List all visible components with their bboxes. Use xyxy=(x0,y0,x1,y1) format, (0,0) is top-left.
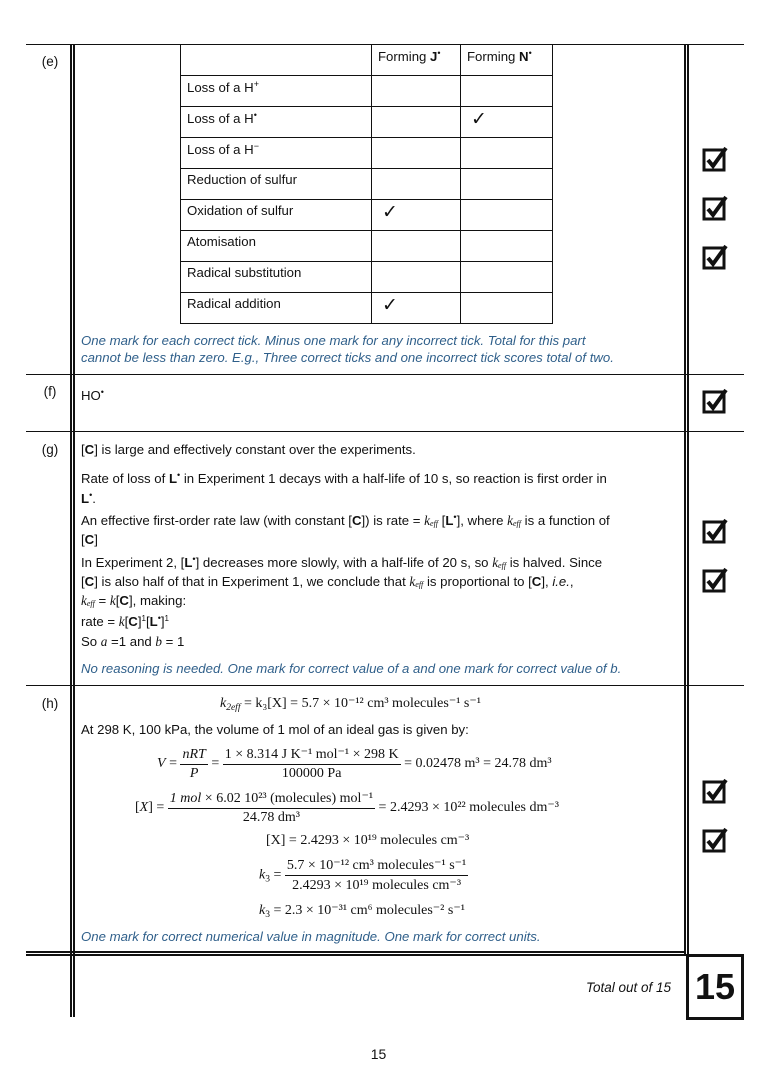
table-row: Radical substitution xyxy=(181,262,553,293)
checked-box-icon xyxy=(702,518,728,544)
tick-cell xyxy=(372,262,461,293)
total-score-box: 15 xyxy=(686,954,744,1020)
tick-cell xyxy=(461,231,553,262)
table-row: Loss of a H− xyxy=(181,138,553,169)
ideal-gas-intro: At 298 K, 100 kPa, the volume of 1 mol of an ideal gas is given by: xyxy=(81,722,469,737)
tick-mark: ✓ xyxy=(382,294,398,316)
answer-g-line3: An effective first-order rate law (with constant [C]) is rate = keff [L•], where keff is a function of [C] xyxy=(81,512,610,547)
table-row: Loss of a H+ xyxy=(181,76,553,107)
answer-g-line2: Rate of loss of L• in Experiment 1 decays with a half-life of 10 s, so reaction is first order in L•. xyxy=(81,470,607,506)
part-label-f: (f) xyxy=(43,384,57,399)
rate-law: rate = $k[C]^1[L^•]^1$ xyxy=(81,613,169,629)
tick-cell xyxy=(372,76,461,107)
table-header-row xyxy=(181,45,553,76)
equation-x-cm3: [X] = 2.4293 × 10¹⁹ molecules cm⁻³ xyxy=(266,833,470,848)
equation-x-dm3: [X] = $\frac{\text{1 mol × 6.02 10²³ (molecules) mol⁻¹}}{\text{24.78 dm³}}$ = 2.4293 × 10²² molecules dm⁻³ xyxy=(135,791,559,825)
rule-g-h xyxy=(26,685,744,686)
tick-cell xyxy=(372,169,461,200)
checked-box-icon xyxy=(702,567,728,593)
equation-k3-result: $k_3 = 2.3 \times 10^{-31}$ cm⁶ molecules⁻² s⁻¹ xyxy=(259,903,465,920)
tick-cell xyxy=(461,76,553,107)
tick-cell xyxy=(461,107,553,138)
inner-rule-right xyxy=(76,952,684,953)
part-label-g: (g) xyxy=(41,442,59,457)
tick-mark: ✓ xyxy=(471,108,487,130)
rule-e-f xyxy=(26,374,744,375)
left-column-rule xyxy=(70,44,75,1017)
answer-g-line1: [C] is large and effectively constant over the experiments. xyxy=(81,442,416,457)
part-label-h: (h) xyxy=(41,696,59,711)
tick-mark: ✓ xyxy=(382,201,398,223)
equation-k3-fraction: $k_3$ = $\frac{\text{5.7 × 10⁻¹² cm³ molecules⁻¹ s⁻¹}}{\text{2.4293 × 10¹⁹ molecules cm⁻³}}$ xyxy=(259,858,467,893)
right-column-rule xyxy=(684,44,689,956)
marking-note-h: One mark for correct numerical value in magnitude. One mark for correct units. xyxy=(81,929,541,944)
total-label: Total out of 15 xyxy=(586,980,672,995)
header-blank xyxy=(181,45,372,76)
header-forming-n: Forming N• xyxy=(461,45,553,76)
checked-box-icon xyxy=(702,146,728,172)
table-row: Oxidation of sulfur ✓ xyxy=(181,200,553,231)
marking-note-g: No reasoning is needed. One mark for correct value of a and one mark for correct value of b. xyxy=(81,661,622,676)
tick-cell xyxy=(461,169,553,200)
tick-cell xyxy=(372,200,461,231)
table-row: Atomisation xyxy=(181,231,553,262)
tick-cell xyxy=(461,200,553,231)
answer-f: HO• xyxy=(81,387,104,403)
tick-cell xyxy=(461,293,553,324)
part-label-e: (e) xyxy=(41,54,59,69)
header-forming-j: Forming J• xyxy=(372,45,461,76)
checked-box-icon xyxy=(702,388,728,414)
page-number: 15 xyxy=(370,1046,387,1062)
table-row: Loss of a H• ✓ xyxy=(181,107,553,138)
checked-box-icon xyxy=(702,827,728,853)
marking-note-e: One mark for each correct tick. Minus one mark for any incorrect tick. Total for this part cannot be less than zero. E.g., Three correct ticks and one incorrect tick scores total of two. xyxy=(81,333,614,365)
table-row: Reduction of sulfur xyxy=(181,169,553,200)
answer-g-line4: In Experiment 2, [L•] decreases more slowly, with a half-life of 20 s, so keff is halved. Since [C] is also half of that in Experiment 1, we conclude that keff is proportional to [C], i.e., keff = k[C], making: xyxy=(81,554,603,608)
equation-k2eff: $k_{2eff} = k_3[X] = 5.7 \times 10^{-12}$ cm³ molecules⁻¹ s⁻¹ xyxy=(220,696,481,713)
checked-box-icon xyxy=(702,244,728,270)
checked-box-icon xyxy=(702,778,728,804)
checked-box-icon xyxy=(702,195,728,221)
tick-cell xyxy=(372,138,461,169)
rule-f-g xyxy=(26,431,744,432)
tick-cell xyxy=(372,107,461,138)
equation-volume: V = $\frac{\text{nRT}}{P}$ = $\frac{\text{1 × 8.314 J K⁻¹ mol⁻¹ × 298 K}}{100000 Pa}$ = 0.02478 m³ = 24.78 dm³ xyxy=(157,746,552,781)
table-row: Radical addition ✓ xyxy=(181,293,553,324)
mechanism-tick-table xyxy=(180,44,553,324)
order-values: So a =1 and b = 1 xyxy=(81,634,185,649)
tick-cell xyxy=(461,138,553,169)
tick-cell xyxy=(372,293,461,324)
tick-cell xyxy=(461,262,553,293)
tick-cell xyxy=(372,231,461,262)
